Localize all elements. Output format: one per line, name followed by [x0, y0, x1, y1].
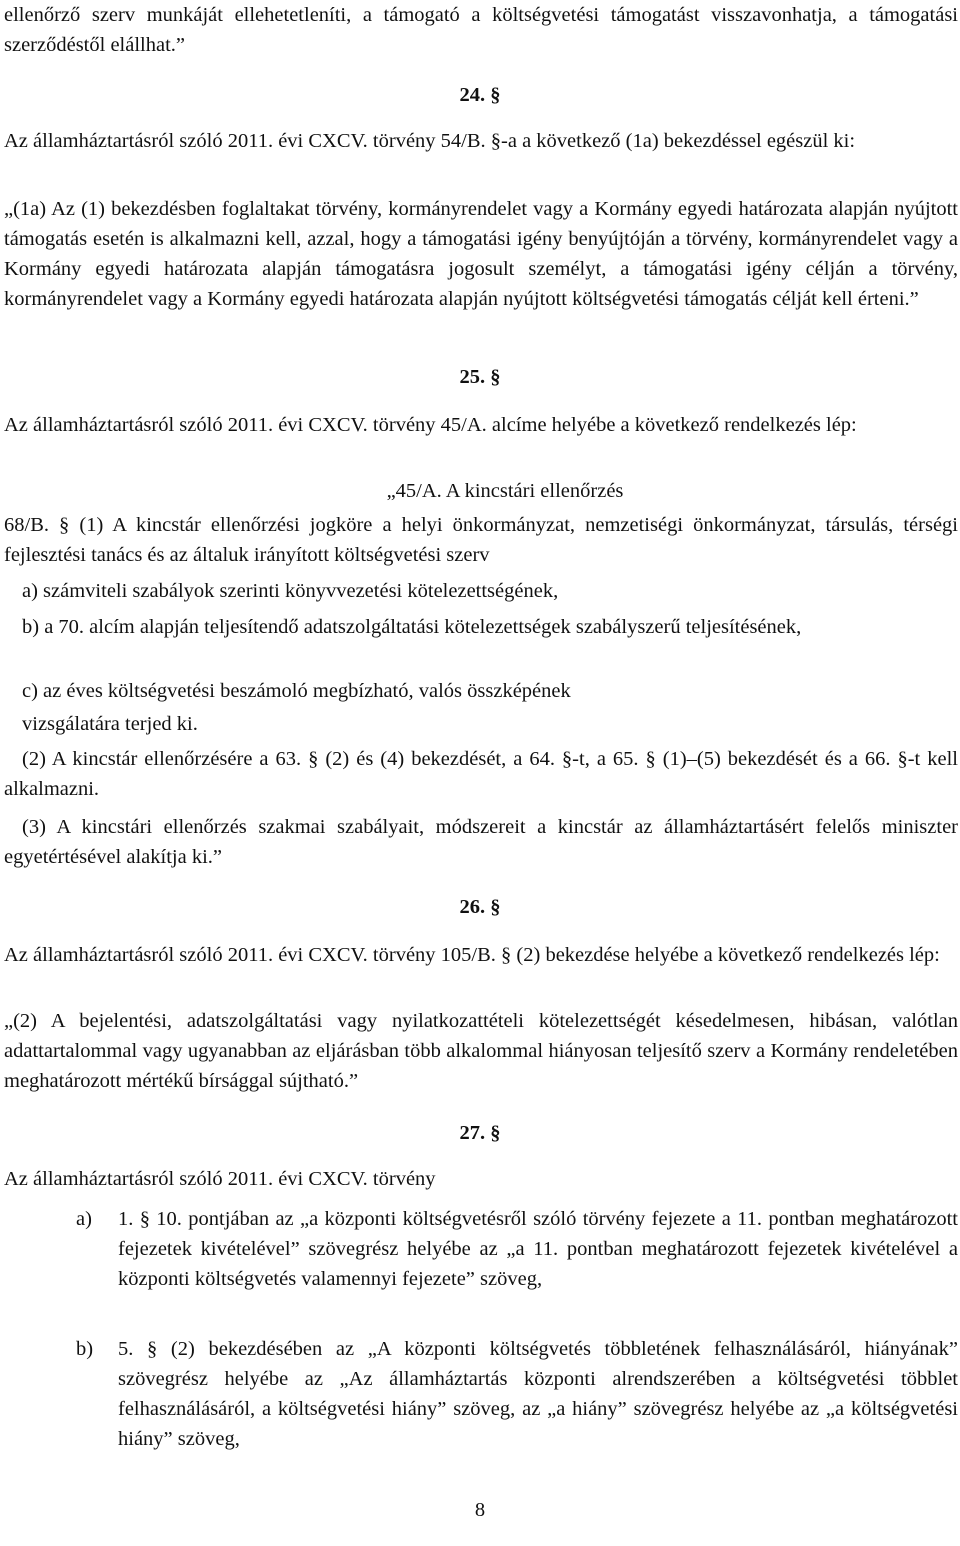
paragraph: vizsgálatára terjed ki. [22, 713, 198, 735]
quoted-paragraph: „(2) A bejelentési, adatszolgáltatási vagy nyilatkozattételi kötelezettségét késedelmesen, hibásan, valótlan adattartalommal vagy ugyanabban az eljárásban több alkalommal hiányosan teljesítő szerv a Kormány rendeletében meghatározott mértékű bírsággal sújtható.” [4, 1010, 958, 1092]
list-label-a: a) [76, 1208, 92, 1230]
list-item-b: b) a 70. alcím alapján teljesítendő adatszolgáltatási kötelezettségek szabályszerű teljesítésének, [22, 616, 802, 638]
paragraph: (2) A kincstár ellenőrzésére a 63. § (2) és (4) bekezdését, a 64. §-t, a 65. § (1)–(5) bekezdését és a 66. §-t kell alkalmazni. [4, 748, 958, 800]
list-item-a: a) számviteli szabályok szerinti könyvvezetési kötelezettségének, [22, 580, 559, 602]
page-number: 8 [474, 1499, 486, 1521]
paragraph: Az államháztartásról szóló 2011. évi CXCV. törvény 54/B. §-a a következő (1a) bekezdéssel egészül ki: [4, 130, 856, 152]
quoted-paragraph: „(1a) Az (1) bekezdésben foglaltakat törvény, kormányrendelet vagy a Kormány egyedi határozata alapján nyújtott támogatás esetén is alkalmazni kell, azzal, hogy a támogatási igény benyújtóján a törvény, kormányrendelet vagy a Kormány egyedi határozata alapján támogatásra jogosult személyt, a támogatási igény célján a törvény, kormányrendelet vagy a Kormány egyedi határozata alapján nyújtott költségvetési támogatás célját kell érteni.” [4, 198, 958, 310]
subtitle-heading: „45/A. A kincstári ellenőrzés [386, 480, 624, 502]
section-heading-27: 27. § [459, 1122, 501, 1144]
list-item-a-text: 1. § 10. pontjában az „a központi költségvetésről szóló törvény fejezete a 11. pontban meghatározott fejezetek kivételével” szövegrész helyébe az „a 11. pontban meghatározott fejezetek kivételével a központi költségvetés valamennyi fejezete” szöveg, [118, 1208, 958, 1290]
section-heading-25: 25. § [459, 366, 501, 388]
paragraph: 68/B. § (1) A kincstár ellenőrzési jogköre a helyi önkormányzat, nemzetiségi önkormányzat, társulás, térségi fejlesztési tanács és az általuk irányított költségvetési szerv [4, 514, 958, 566]
section-heading-26: 26. § [459, 896, 501, 918]
list-item-c: c) az éves költségvetési beszámoló megbízható, valós összképének [22, 680, 571, 702]
paragraph: Az államháztartásról szóló 2011. évi CXCV. törvény 105/B. § (2) bekezdése helyébe a következő rendelkezés lép: [4, 944, 940, 966]
section-heading-24: 24. § [459, 84, 501, 106]
paragraph: (3) A kincstári ellenőrzés szakmai szabályait, módszereit a kincstár az államháztartásért felelős miniszter egyetértésével alakítja ki.” [4, 816, 958, 868]
paragraph: ellenőrző szerv munkáját ellehetetleníti, a támogató a költségvetési támogatást visszavonhatja, a támogatási szerződéstől elállhat.” [4, 4, 958, 56]
paragraph: Az államháztartásról szóló 2011. évi CXCV. törvény 45/A. alcíme helyébe a következő rendelkezés lép: [4, 414, 857, 436]
list-item-b-text: 5. § (2) bekezdésében az „A központi költségvetés többletének felhasználásáról, hiányának” szövegrész helyébe az „Az államháztartás központi alrendszerében a költségvetési többlet felhasználásáról, a költségvetési hiány” szöveg, az „a hiány” szövegrész helyébe az „a költségvetési hiány” szöveg, [118, 1338, 958, 1450]
paragraph: Az államháztartásról szóló 2011. évi CXCV. törvény [4, 1168, 436, 1190]
list-label-b: b) [76, 1338, 94, 1360]
